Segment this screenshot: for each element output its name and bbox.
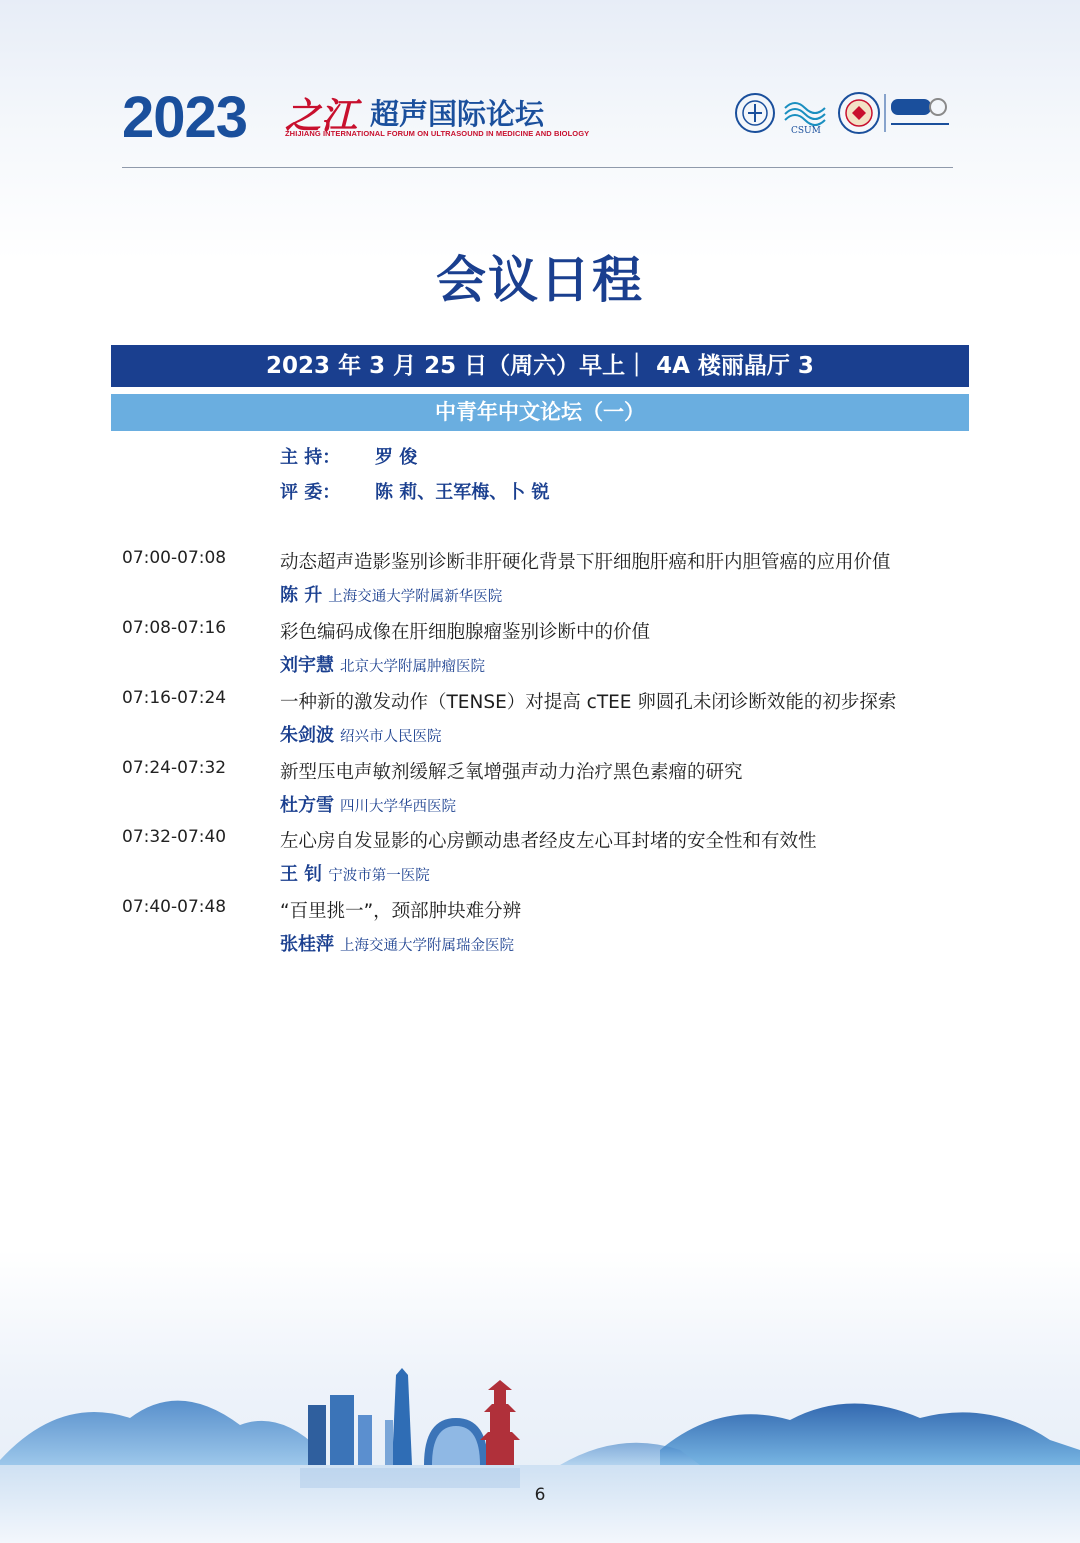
- cmaa-logo-icon: [891, 99, 949, 124]
- speaker: [280, 930, 514, 956]
- speaker-name: 王 钊: [280, 864, 323, 885]
- speaker-name: 朱剑波: [280, 725, 334, 746]
- judges-row: [280, 478, 550, 504]
- forum-brand: 之江: [285, 95, 358, 137]
- speaker-affiliation: 上海交通大学附属新华医院: [328, 589, 503, 605]
- speaker-name: 陈 升: [280, 585, 323, 606]
- speaker-name: 杜方雪: [280, 795, 334, 816]
- talk-title: 彩色编码成像在肝细胞腺瘤鉴别诊断中的价值: [280, 622, 651, 643]
- talk-time: 07:16-07:24: [122, 688, 227, 708]
- judges-names: 陈 莉、王军梅、卜 锐: [375, 482, 550, 503]
- session-date-banner: 2023 年 3 月 25 日（周六）早上｜ 4A 楼丽晶厅 3: [111, 345, 969, 387]
- talk-time: 07:40-07:48: [122, 897, 227, 917]
- speaker-affiliation: 四川大学华西医院: [340, 799, 456, 815]
- header-divider: [122, 167, 953, 168]
- speaker-affiliation: 上海交通大学附属瑞金医院: [340, 938, 514, 954]
- society-emblem-icon: [736, 94, 774, 132]
- medical-association-icon: [839, 93, 879, 133]
- forum-year: 2023: [122, 85, 248, 150]
- host-row: [280, 443, 417, 469]
- judges-label: 评 委：: [280, 482, 341, 503]
- host-label: 主 持：: [280, 447, 341, 468]
- host-name: 罗 俊: [375, 447, 418, 468]
- talk-time: 07:00-07:08: [122, 548, 227, 568]
- speaker: [280, 860, 430, 886]
- talk-title: 动态超声造影鉴别诊断非肝硬化背景下肝细胞肝癌和肝内胆管癌的应用价值: [280, 552, 891, 573]
- talk-title: “百里挑一”，颈部肿块难分辨: [280, 901, 522, 922]
- talk-time: 07:08-07:16: [122, 618, 227, 638]
- talk-time: 07:24-07:32: [122, 758, 227, 778]
- speaker: [280, 721, 442, 747]
- speaker-affiliation: 北京大学附属肿瘤医院: [340, 659, 485, 675]
- speaker: [280, 791, 456, 817]
- talk-title: 一种新的激发动作（TENSE）对提高 cTEE 卵圆孔未闭诊断效能的初步探索: [280, 692, 897, 713]
- page-title: 会议日程: [436, 251, 644, 309]
- csum-wave-icon: [785, 103, 825, 136]
- speaker-name: 张桂萍: [280, 934, 334, 955]
- speaker: [280, 651, 485, 677]
- speaker: [280, 581, 502, 607]
- speaker-affiliation: 宁波市第一医院: [328, 868, 430, 884]
- session-forum-banner: 中青年中文论坛（一）: [111, 394, 969, 431]
- speaker-name: 刘宇慧: [280, 655, 334, 676]
- talk-title: 左心房自发显影的心房颤动患者经皮左心耳封堵的安全性和有效性: [280, 831, 817, 852]
- talk-time: 07:32-07:40: [122, 827, 227, 847]
- speaker-affiliation: 绍兴市人民医院: [340, 729, 442, 745]
- city-skyline-illustration: [0, 1300, 1080, 1543]
- svg-text:CSUM: CSUM: [791, 126, 821, 136]
- talk-title: 新型压电声敏剂缓解乏氧增强声动力治疗黑色素瘤的研究: [280, 762, 743, 783]
- page-number: 6: [534, 1485, 546, 1505]
- forum-name: 超声国际论坛: [370, 97, 545, 131]
- organizer-logos: [733, 90, 955, 136]
- forum-subtitle: ZHIJIANG INTERNATIONAL FORUM ON ULTRASOUND IN MEDICINE AND BIOLOGY: [285, 129, 590, 138]
